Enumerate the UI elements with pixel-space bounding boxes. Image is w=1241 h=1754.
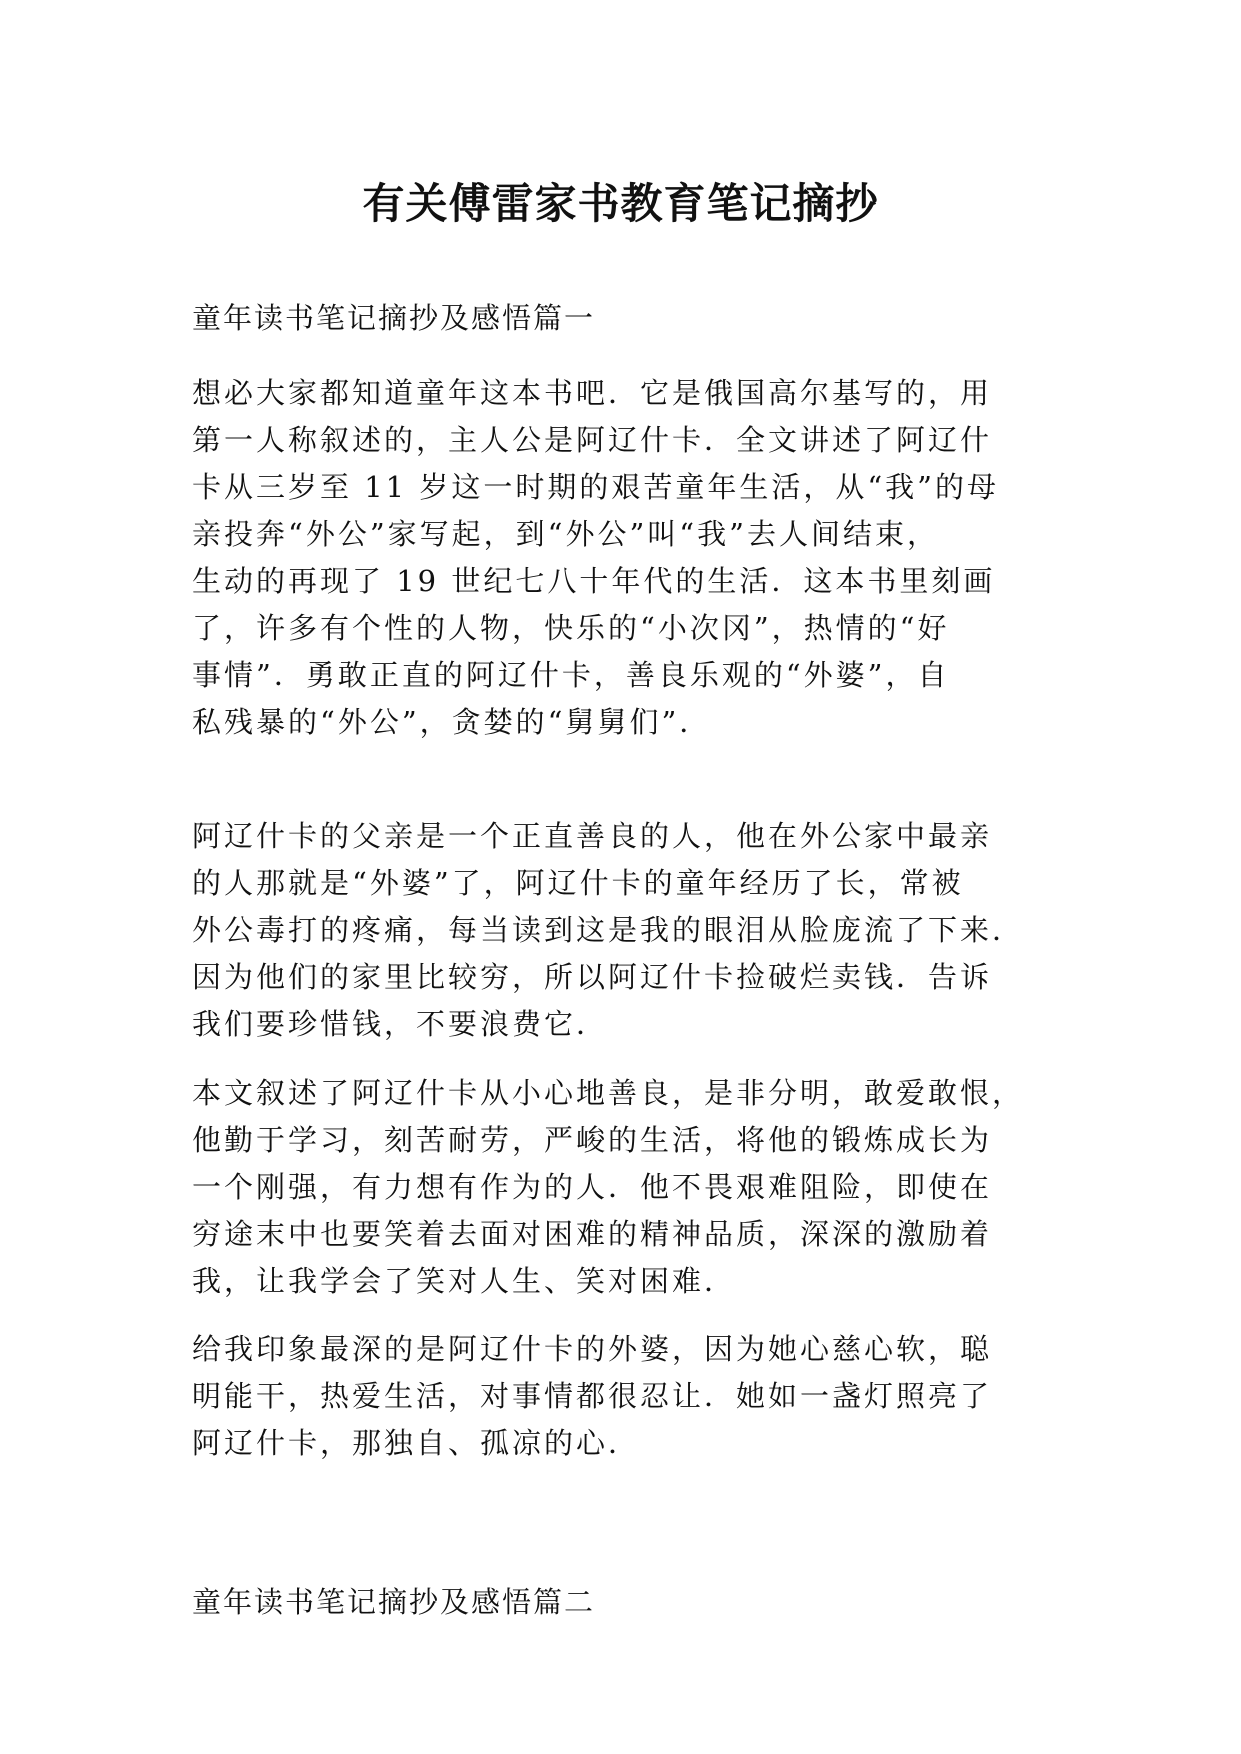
text-line: 第一人称叙述的，主人公是阿辽什卡．全文讲述了阿辽什 — [192, 423, 993, 457]
section-heading-1: 童年读书笔记摘抄及感悟篇一 — [192, 301, 596, 335]
text-line: 想必大家都知道童年这本书吧．它是俄国高尔基写的，用 — [192, 376, 993, 410]
paragraph-1 — [192, 370, 1052, 746]
text-line: 他勤于学习，刻苦耐劳，严峻的生活，将他的锻炼成长为 — [192, 1123, 993, 1157]
text-line: 的人那就是“外婆”了，阿辽什卡的童年经历了长，常被 — [192, 866, 964, 900]
text-line: 我们要珍惜钱，不要浪费它． — [192, 1007, 609, 1041]
paragraph-3 — [192, 1070, 1052, 1305]
paragraph-2 — [192, 813, 1052, 1048]
text-line: 卡从三岁至 11 岁这一时期的艰苦童年生活，从“我”的母 — [192, 470, 999, 504]
text-line: 私残暴的“外公”，贪婪的“舅舅们”． — [192, 705, 712, 739]
text-line: 生动的再现了 19 世纪七八十年代的生活．这本书里刻画 — [192, 564, 996, 598]
text-line: 穷途末中也要笑着去面对困难的精神品质，深深的激励着 — [192, 1217, 993, 1251]
text-line: 给我印象最深的是阿辽什卡的外婆，因为她心慈心软，聪 — [192, 1332, 993, 1366]
text-line: 阿辽什卡的父亲是一个正直善良的人，他在外公家中最亲 — [192, 819, 993, 853]
text-line: 因为他们的家里比较穷，所以阿辽什卡捡破烂卖钱．告诉 — [192, 960, 993, 994]
text-line: 了，许多有个性的人物，快乐的“小次冈”，热情的“好 — [192, 611, 950, 645]
text-line: 外公毒打的疼痛，每当读到这是我的眼泪从脸庞流了下来． — [192, 913, 1025, 947]
text-line: 事情”．勇敢正直的阿辽什卡，善良乐观的“外婆”，自 — [192, 658, 950, 692]
text-line: 亲投奔“外公”家写起，到“外公”叫“我”去人间结束， — [192, 517, 939, 551]
text-line: 阿辽什卡，那独自、孤凉的心． — [192, 1426, 641, 1460]
text-line: 一个刚强，有力想有作为的人．他不畏艰难阻险，即使在 — [192, 1170, 993, 1204]
document-title: 有关傅雷家书教育笔记摘抄 — [362, 179, 879, 228]
text-line: 明能干，热爱生活，对事情都很忍让．她如一盏灯照亮了 — [192, 1379, 993, 1413]
paragraph-4 — [192, 1326, 1052, 1467]
text-line: 本文叙述了阿辽什卡从小心地善良，是非分明，敢爱敢恨， — [192, 1076, 1025, 1110]
section-heading-2: 童年读书笔记摘抄及感悟篇二 — [192, 1585, 596, 1619]
text-line: 我，让我学会了笑对人生、笑对困难． — [192, 1264, 737, 1298]
